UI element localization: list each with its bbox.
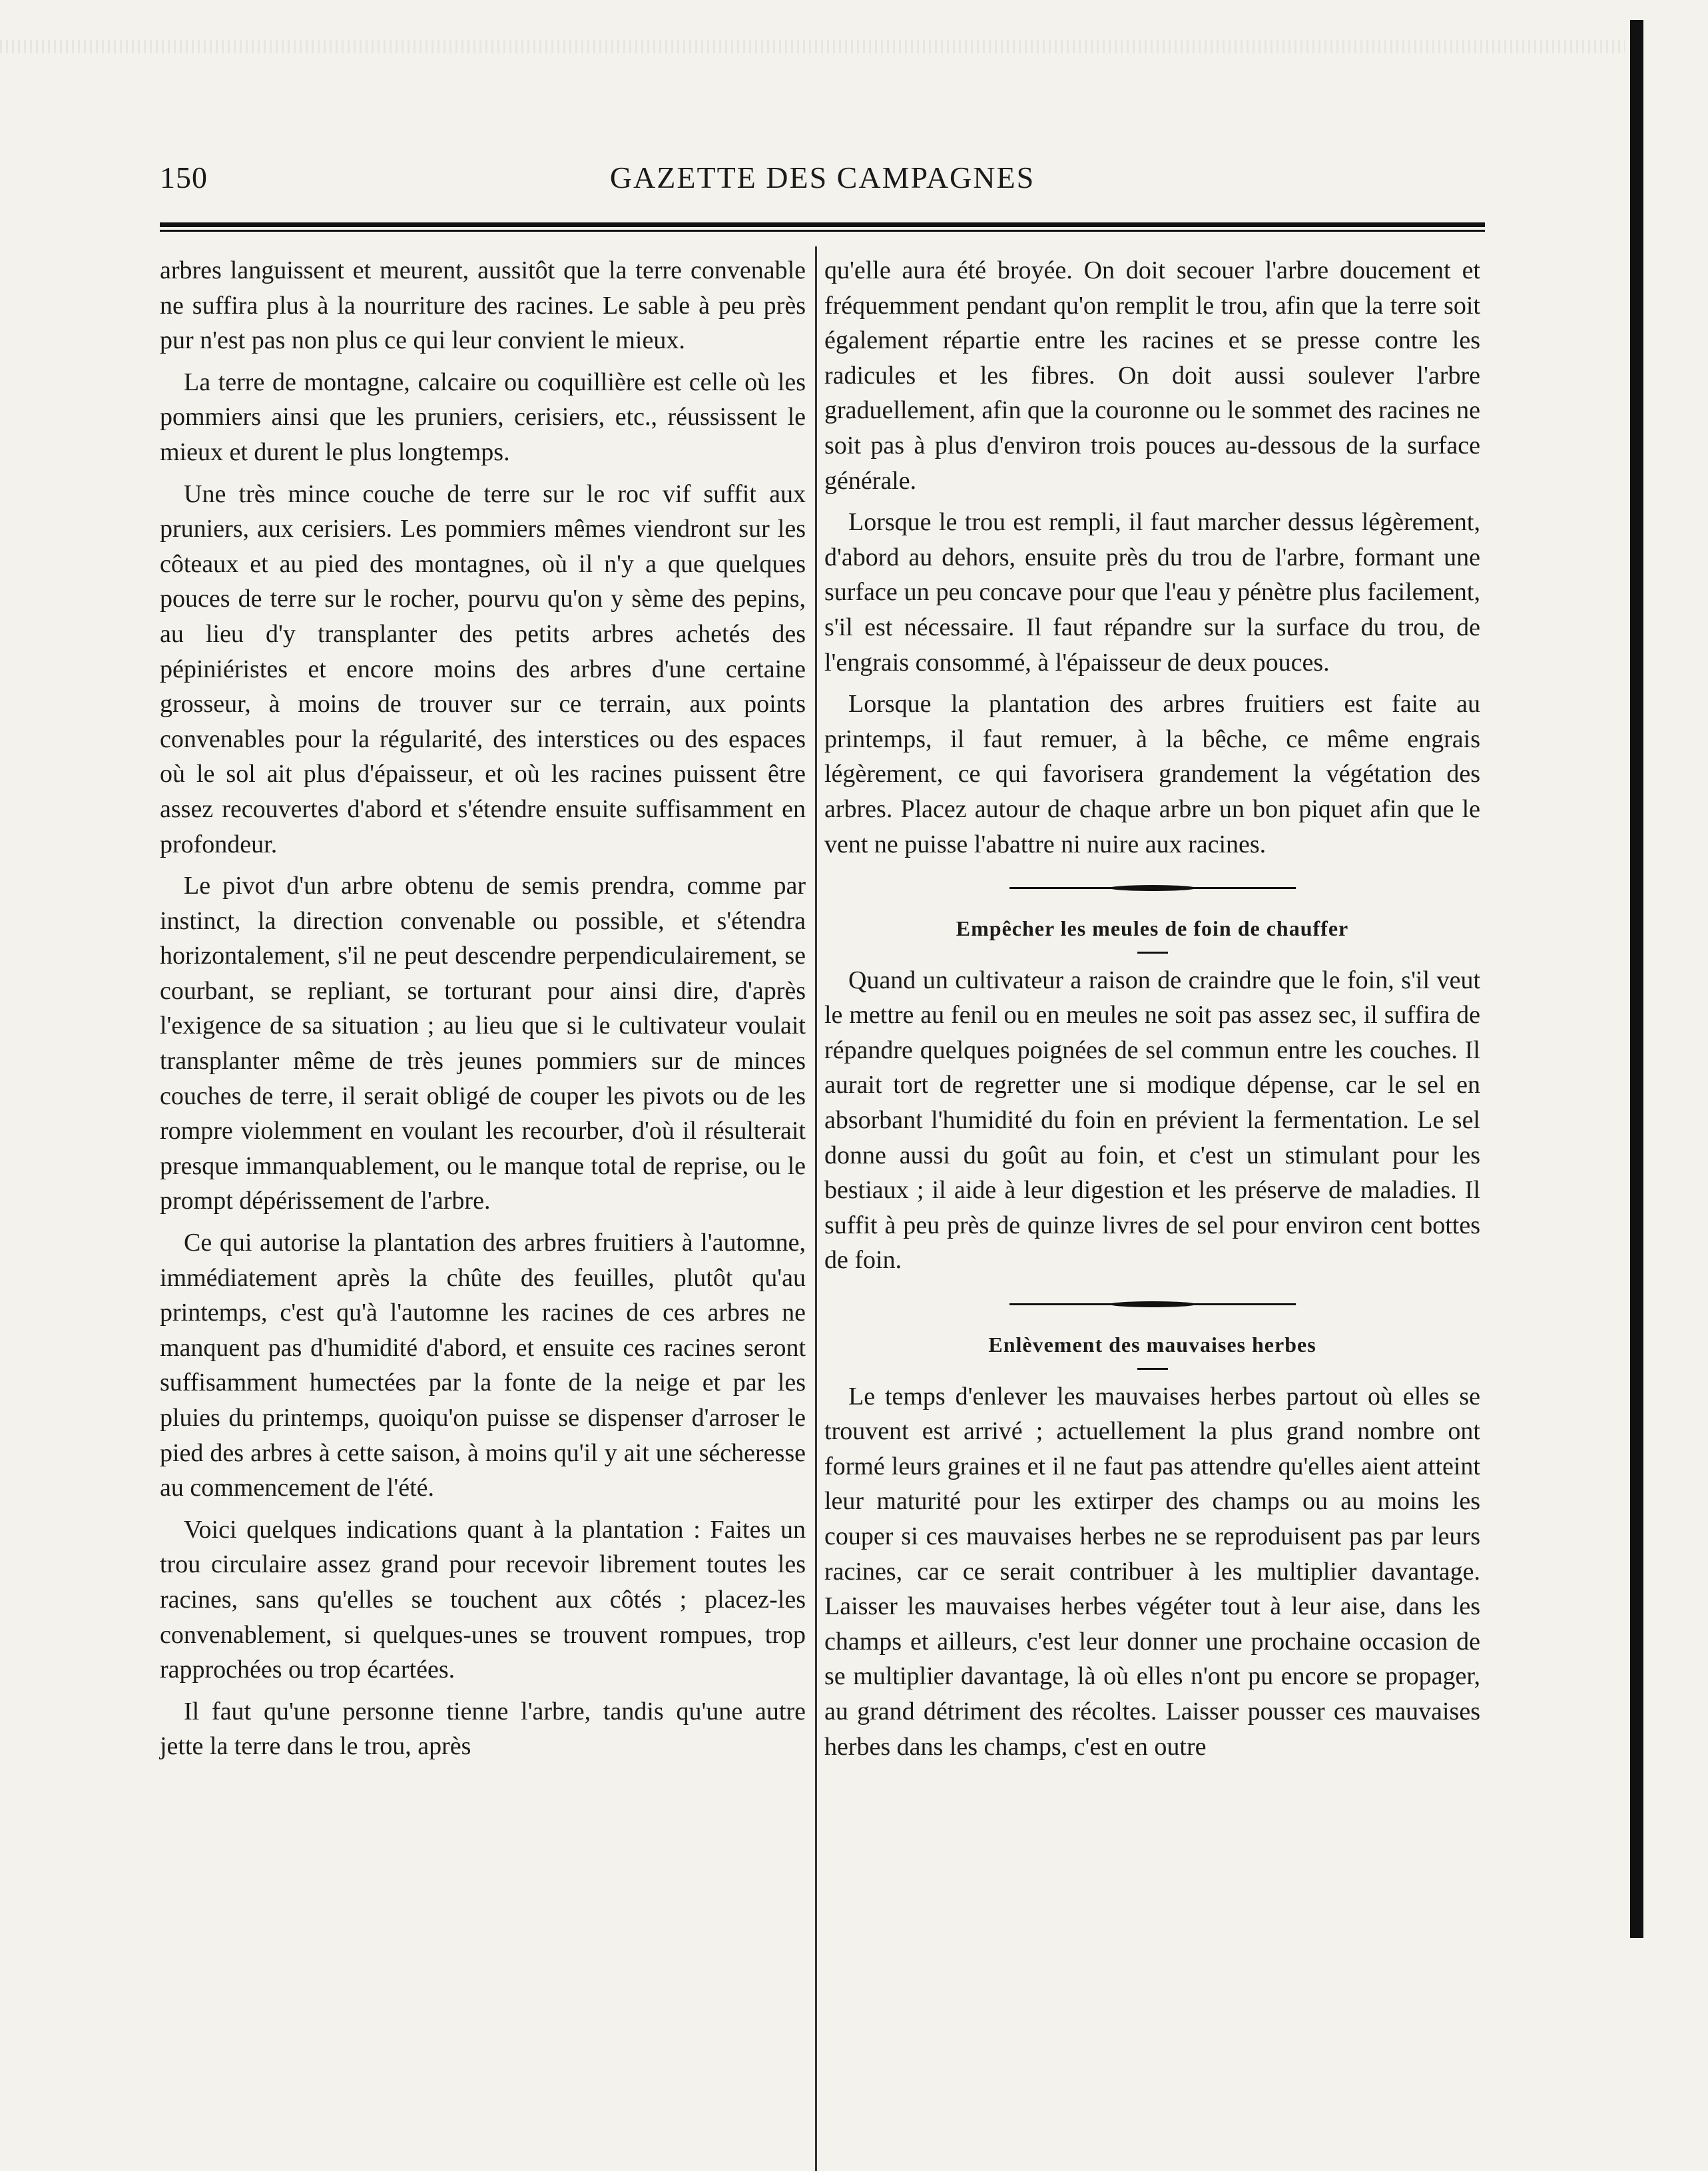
title-dash xyxy=(1137,1368,1168,1370)
paragraph: Le pivot d'un arbre obtenu de semis prendra, comme par instinct, la direction convenable ou possible, et s'étendra horizontalement, s'il ne peut descendre perpendiculairement, se courbant, se repliant, se torturant pour ainsi dire, d'après l'exigence de sa situation ; au lieu que si le cultivateur voulait transplanter même de très jeunes pommiers sur de minces couches de terre, il serait obligé de couper les pivots ou de les rompre violemment en voulant les recourber, d'où il résulterait presque immanquablement, ou le manque total de reprise, ou le prompt dépérissement de l'arbre. xyxy=(160,872,806,1215)
paragraph: arbres languissent et meurent, aussitôt que la terre convenable ne suffira plus à la nourriture des racines. Le sable à peu près pur n'est pas non plus ce qui leur convient le mieux. xyxy=(160,256,806,355)
section-ornament xyxy=(1009,884,1296,891)
paragraph: Ce qui autorise la plantation des arbres fruitiers à l'automne, immédiatement après la chûte des feuilles, plutôt qu'au printemps, c'est qu'à l'automne les racines de ces arbres ne manquent pas d'humidité d'abord, et ensuite ces racines seront suffisamment humectées par la fonte de la neige et par les pluies du printemps, quoiqu'on puisse se dispenser d'arroser le pied des arbres à cette saison, à moins qu'il y ait une sécheresse au commencement de l'été. xyxy=(160,1229,806,1502)
paragraph: Quand un cultivateur a raison de craindre que le foin, s'il veut le mettre au fenil ou en meules ne soit pas assez sec, il suffira de répandre quelques poignées de sel commun entre les couches. Il aurait tort de regretter une si modique dépense, car le sel en absorbant l'humidité du foin en prévient la fermentation. Le sel donne aussi du goût au foin, et c'est un stimulant pour les bestiaux ; il aide à leur digestion et les préserve de maladies. Il suffit à peu près de quinze livres de sel pour environ cent bottes de foin. xyxy=(824,966,1480,1275)
paragraph: Il faut qu'une personne tienne l'arbre, tandis qu'une autre jette la terre dans le trou, après xyxy=(160,1697,806,1761)
page-header xyxy=(160,160,1485,220)
header-rule-thin xyxy=(160,230,1485,232)
paragraph: Le temps d'enlever les mauvaises herbes partout où elles se trouvent est arrivé ; actuellement la plus grand nombre ont formé leurs graines et il ne faut pas attendre qu'elles aient atteint leur maturité pour les extirper des champs ou au moins les couper si ces mauvaises herbes ne se reproduisent pas par leurs racines, car ce serait contribuer à les multiplier davantage. Laisser les mauvaises herbes végéter tout à leur aise, dans les champs et ailleurs, c'est leur donner une prochaine occasion de se multiplier davantage, là où elles n'ont pu encore se propager, au grand détriment des récoltes. Laisser pousser ces mauvaises herbes dans les champs, c'est en outre xyxy=(824,1382,1480,1761)
journal-title: GAZETTE DES CAMPAGNES xyxy=(609,160,1035,194)
header-rule-thick xyxy=(160,222,1485,227)
section-title: Enlèvement des mauvaises herbes xyxy=(988,1333,1316,1357)
column-divider xyxy=(815,246,817,2171)
page-number: 150 xyxy=(160,160,208,194)
title-dash xyxy=(1137,952,1168,954)
paragraph: Lorsque le trou est rempli, il faut marcher dessus légèrement, d'abord au dehors, ensuite près du trou de l'arbre, formant une surface un peu concave pour que l'eau y pénètre plus facilement, s'il est nécessaire. Il faut répandre sur la surface du trou, de l'engrais consommé, à l'épaisseur de deux pouces. xyxy=(824,508,1480,677)
section-ornament xyxy=(1009,1301,1296,1307)
paragraph: qu'elle aura été broyée. On doit secouer l'arbre doucement et fréquemment pendant qu'on remplit le trou, afin que la terre soit également répartie entre les racines et se presse contre les radicules et les fibres. On doit aussi soulever l'arbre graduellement, afin que la couronne ou le sommet des racines ne soit pas à plus d'environ trois pouces au-dessous de la surface générale. xyxy=(824,256,1480,495)
paragraph: Lorsque la plantation des arbres fruitiers est faite au printemps, il faut remuer, à la bêche, ce même engrais légèrement, ce qui favorisera grandement la végétation des arbres. Placez autour de chaque arbre un bon piquet afin que le vent ne puisse l'abattre ni nuire aux racines. xyxy=(824,690,1480,858)
paragraph: Une très mince couche de terre sur le roc vif suffit aux pruniers, aux cerisiers. Les pommiers mêmes viendront sur les côteaux et au pied des montagnes, où il n'y a que quelques pouces de terre sur le rocher, pourvu qu'on y sème des pepins, au lieu d'y transplanter des petits arbres achetés des pépiniéristes et encore moins des arbres d'une certaine grosseur, à moins de trouver sur ce terrain, aux points convenables pour la régularité, des interstices ou des espaces où le sol ait plus d'épaisseur, et où les racines puissent être assez recouvertes d'abord et s'étendre ensuite suffisamment en profondeur. xyxy=(160,479,806,858)
binding-edge xyxy=(1630,20,1643,1938)
section-title: Empêcher les meules de foin de chauffer xyxy=(956,916,1349,941)
paragraph: Voici quelques indications quant à la plantation : Faites un trou circulaire assez grand pour recevoir librement toutes les racines, sans qu'elles se touchent aux côtés ; placez-les convenablement, si quelques-unes se trouvent rompues, trop rapprochées ou trop écartées. xyxy=(160,1515,806,1684)
right-column xyxy=(824,253,1480,1771)
paragraph: La terre de montagne, calcaire ou coquillière est celle où les pommiers ainsi que les pruniers, cerisiers, etc., réussissent le mieux et durent le plus longtemps. xyxy=(160,368,806,466)
left-column xyxy=(160,253,806,1771)
scan-noise xyxy=(0,40,1625,53)
